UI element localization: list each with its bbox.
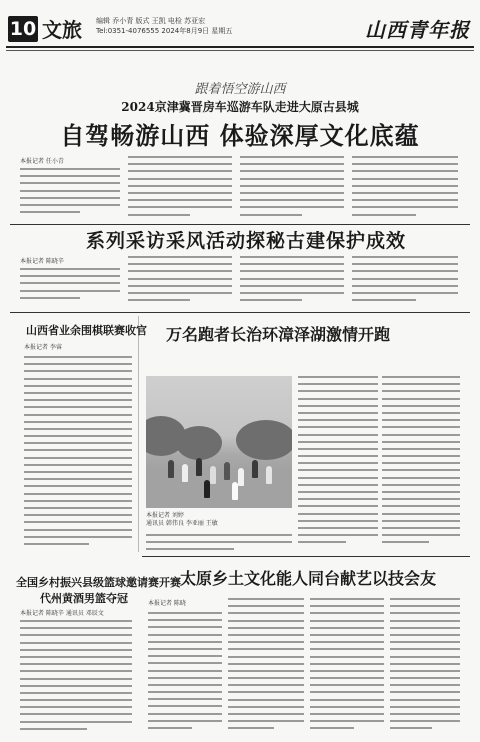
text-line xyxy=(240,199,344,201)
photo-runner xyxy=(266,466,272,484)
text-line xyxy=(310,699,384,701)
text-line xyxy=(298,398,378,400)
text-line xyxy=(390,727,432,729)
lead-subtitle: 2024京津冀晋房车巡游车队走进大原古县城 xyxy=(121,100,359,114)
text-line xyxy=(128,263,232,265)
caption-correspondents: 通讯员 韩伟良 李亚丽 王敏 xyxy=(146,520,218,527)
text-line xyxy=(20,713,132,715)
text-line xyxy=(390,663,460,665)
text-line xyxy=(228,641,304,643)
text-line xyxy=(382,527,460,529)
article6-column-4 xyxy=(390,598,460,736)
text-line xyxy=(20,204,120,206)
section-name: 文旅 xyxy=(42,18,82,42)
text-line xyxy=(382,491,460,493)
text-line xyxy=(20,168,120,170)
text-line xyxy=(390,620,460,622)
text-line xyxy=(310,634,384,636)
text-line xyxy=(390,684,460,686)
text-line xyxy=(24,529,132,531)
text-line xyxy=(24,493,132,495)
column-banner: 跟着悟空游山西 xyxy=(194,82,286,97)
text-line xyxy=(20,268,120,270)
text-line xyxy=(24,464,132,466)
text-line xyxy=(352,214,416,216)
photo-runner xyxy=(224,462,230,480)
text-line xyxy=(240,278,344,280)
text-line xyxy=(228,706,304,708)
text-line xyxy=(298,441,378,443)
article3-headline: 山西省业余围棋联赛收官 xyxy=(26,324,147,337)
text-line xyxy=(382,520,460,522)
header-rule-thin xyxy=(6,50,474,51)
text-line xyxy=(310,627,384,629)
text-line xyxy=(240,256,344,258)
lead-column-1 xyxy=(20,168,120,222)
article5-column-2 xyxy=(298,376,378,552)
text-line xyxy=(310,620,384,622)
text-line xyxy=(390,677,460,679)
text-line xyxy=(20,211,80,213)
text-line xyxy=(228,605,304,607)
text-line xyxy=(24,421,132,423)
article2-headline: 系列采访采风活动探秘古建保护成效 xyxy=(86,230,407,252)
text-line xyxy=(148,720,222,722)
text-line xyxy=(146,548,234,550)
text-line xyxy=(382,412,460,414)
text-line xyxy=(240,185,344,187)
text-line xyxy=(298,376,378,378)
article3-body xyxy=(24,356,132,556)
text-line xyxy=(228,634,304,636)
text-line xyxy=(240,263,344,265)
article2-column-4 xyxy=(352,256,458,308)
text-line xyxy=(128,163,232,165)
text-line xyxy=(298,390,378,392)
marathon-photo xyxy=(146,376,292,508)
text-line xyxy=(148,670,222,672)
text-line xyxy=(24,363,132,365)
text-line xyxy=(382,484,460,486)
text-line xyxy=(352,185,458,187)
text-line xyxy=(24,485,132,487)
text-line xyxy=(298,491,378,493)
text-line xyxy=(390,670,460,672)
text-line xyxy=(390,598,460,600)
text-line xyxy=(128,170,232,172)
text-line xyxy=(148,655,222,657)
article2-byline: 本报记者 陈晓辛 xyxy=(20,258,64,265)
text-line xyxy=(228,670,304,672)
text-line xyxy=(148,662,222,664)
text-line xyxy=(24,392,132,394)
text-line xyxy=(148,634,222,636)
text-line xyxy=(310,706,384,708)
text-line xyxy=(20,656,132,658)
text-line xyxy=(20,699,132,701)
text-line xyxy=(310,656,384,658)
text-line xyxy=(20,182,120,184)
text-line xyxy=(310,691,384,693)
text-line xyxy=(382,448,460,450)
text-line xyxy=(352,292,458,294)
article6-headline: 太原乡土文化能人同台献艺以技会友 xyxy=(180,569,437,588)
photo-tree xyxy=(176,426,222,460)
text-line xyxy=(24,385,132,387)
text-line xyxy=(20,706,132,708)
column-separator xyxy=(138,316,139,552)
lead-column-4 xyxy=(352,156,458,222)
text-line xyxy=(352,170,458,172)
text-line xyxy=(20,290,120,292)
text-line xyxy=(228,648,304,650)
text-line xyxy=(310,641,384,643)
text-line xyxy=(228,627,304,629)
text-line xyxy=(310,677,384,679)
lead-column-2 xyxy=(128,156,232,222)
text-line xyxy=(24,536,132,538)
page-header xyxy=(0,0,480,48)
text-line xyxy=(390,691,460,693)
text-line xyxy=(298,448,378,450)
text-line xyxy=(148,619,222,621)
caption-reporter: 本报记者 刘婷 xyxy=(146,512,184,519)
text-line xyxy=(20,297,80,299)
text-line xyxy=(20,728,87,730)
text-line xyxy=(20,692,132,694)
text-line xyxy=(24,399,132,401)
article3-byline: 本报记者 李睿 xyxy=(24,344,62,351)
text-line xyxy=(310,670,384,672)
text-line xyxy=(128,185,232,187)
text-line xyxy=(228,663,304,665)
photo-runner xyxy=(232,482,238,500)
text-line xyxy=(128,256,232,258)
text-line xyxy=(382,426,460,428)
text-line xyxy=(20,190,120,192)
date-line: Tel:0351-4076555 2024年8月9日 星期五 xyxy=(96,27,233,35)
text-line xyxy=(24,471,132,473)
text-line xyxy=(240,178,344,180)
text-line xyxy=(228,691,304,693)
text-line xyxy=(390,699,460,701)
text-line xyxy=(20,197,120,199)
photo-runner xyxy=(204,480,210,498)
article5-photo-lede xyxy=(146,534,292,554)
text-line xyxy=(352,285,458,287)
article4-subheadline: 代州黄酒男篮夺冠 xyxy=(40,592,128,605)
photo-runner xyxy=(210,466,216,484)
text-line xyxy=(146,534,292,536)
newspaper-logo: 山西青年报 xyxy=(365,18,470,42)
text-line xyxy=(228,713,304,715)
text-line xyxy=(148,641,222,643)
text-line xyxy=(20,649,132,651)
text-line xyxy=(310,684,384,686)
text-line xyxy=(128,270,232,272)
text-line xyxy=(146,541,292,543)
text-line xyxy=(382,398,460,400)
text-line xyxy=(228,620,304,622)
text-line xyxy=(352,192,458,194)
text-line xyxy=(24,478,132,480)
text-line xyxy=(298,405,378,407)
text-line xyxy=(148,626,222,628)
text-line xyxy=(352,206,458,208)
text-line xyxy=(128,199,232,201)
text-line xyxy=(310,648,384,650)
text-line xyxy=(228,656,304,658)
text-line xyxy=(390,612,460,614)
text-line xyxy=(310,598,384,600)
text-line xyxy=(24,521,132,523)
text-line xyxy=(382,383,460,385)
text-line xyxy=(382,441,460,443)
text-line xyxy=(352,263,458,265)
text-line xyxy=(20,620,132,622)
editor-line: 编辑 乔小青 版式 王凯 电检 苏亚宏 xyxy=(96,17,206,25)
text-line xyxy=(148,648,222,650)
header-rule xyxy=(6,46,474,48)
text-line xyxy=(20,685,132,687)
article6-column-2 xyxy=(228,598,304,736)
text-line xyxy=(390,634,460,636)
article4-headline: 全国乡村振兴县级篮球邀请赛开赛 xyxy=(16,576,181,589)
lead-headline: 自驾畅游山西 体验深厚文化底蕴 xyxy=(60,122,420,150)
text-line xyxy=(298,477,378,479)
text-line xyxy=(20,627,132,629)
text-line xyxy=(310,612,384,614)
text-line xyxy=(390,720,460,722)
text-line xyxy=(298,534,378,536)
text-line xyxy=(382,505,460,507)
text-line xyxy=(228,720,304,722)
text-line xyxy=(128,214,190,216)
text-line xyxy=(298,455,378,457)
text-line xyxy=(298,434,378,436)
text-line xyxy=(382,469,460,471)
text-line xyxy=(20,634,132,636)
page-number: 10 xyxy=(9,18,37,40)
article6-byline: 本报记者 陈晓 xyxy=(148,600,186,607)
lead-column-3 xyxy=(240,156,344,222)
text-line xyxy=(390,656,460,658)
text-line xyxy=(148,612,222,614)
text-line xyxy=(382,477,460,479)
article6-column-1 xyxy=(148,612,222,736)
text-line xyxy=(352,178,458,180)
photo-runner xyxy=(252,460,258,478)
text-line xyxy=(382,405,460,407)
text-line xyxy=(382,534,460,536)
text-line xyxy=(382,498,460,500)
text-line xyxy=(24,370,132,372)
text-line xyxy=(382,513,460,515)
text-line xyxy=(240,285,344,287)
text-line xyxy=(24,449,132,451)
text-line xyxy=(228,598,304,600)
text-line xyxy=(24,378,132,380)
text-line xyxy=(228,677,304,679)
section-divider xyxy=(10,312,470,313)
text-line xyxy=(20,175,120,177)
text-line xyxy=(148,727,192,729)
text-line xyxy=(390,713,460,715)
text-line xyxy=(128,285,232,287)
text-line xyxy=(310,720,384,722)
text-line xyxy=(310,713,384,715)
article5-column-3 xyxy=(382,376,460,552)
text-line xyxy=(128,292,232,294)
text-line xyxy=(310,605,384,607)
text-line xyxy=(240,156,344,158)
text-line xyxy=(390,627,460,629)
text-line xyxy=(128,278,232,280)
text-line xyxy=(352,299,416,301)
text-line xyxy=(298,412,378,414)
text-line xyxy=(390,641,460,643)
text-line xyxy=(298,513,378,515)
photo-tree xyxy=(236,420,292,460)
text-line xyxy=(20,663,132,665)
text-line xyxy=(240,292,344,294)
text-line xyxy=(240,299,302,301)
article2-column-1 xyxy=(20,268,120,308)
text-line xyxy=(20,721,132,723)
text-line xyxy=(298,462,378,464)
text-line xyxy=(352,199,458,201)
text-line xyxy=(298,541,346,543)
text-line xyxy=(310,727,354,729)
photo-caption xyxy=(146,512,218,528)
text-line xyxy=(148,684,222,686)
article2-column-2 xyxy=(128,256,232,308)
text-line xyxy=(24,435,132,437)
text-line xyxy=(24,406,132,408)
photo-runner xyxy=(182,464,188,482)
text-line xyxy=(352,278,458,280)
lead-byline: 本报记者 任小青 xyxy=(20,158,64,165)
text-line xyxy=(128,192,232,194)
text-line xyxy=(24,428,132,430)
text-line xyxy=(148,698,222,700)
text-line xyxy=(148,705,222,707)
text-line xyxy=(382,390,460,392)
text-line xyxy=(240,270,344,272)
text-line xyxy=(128,156,232,158)
text-line xyxy=(352,156,458,158)
photo-runner xyxy=(168,460,174,478)
text-line xyxy=(24,356,132,358)
text-line xyxy=(240,163,344,165)
text-line xyxy=(24,457,132,459)
text-line xyxy=(20,275,120,277)
text-line xyxy=(310,663,384,665)
text-line xyxy=(352,256,458,258)
text-line xyxy=(128,178,232,180)
article6-column-3 xyxy=(310,598,384,736)
article2-column-3 xyxy=(240,256,344,308)
text-line xyxy=(298,520,378,522)
text-line xyxy=(24,514,132,516)
text-line xyxy=(24,543,89,545)
text-line xyxy=(148,691,222,693)
text-line xyxy=(24,442,132,444)
text-line xyxy=(148,677,222,679)
text-line xyxy=(298,498,378,500)
text-line xyxy=(298,469,378,471)
text-line xyxy=(298,419,378,421)
text-line xyxy=(390,706,460,708)
text-line xyxy=(20,282,120,284)
text-line xyxy=(298,505,378,507)
text-line xyxy=(148,713,222,715)
text-line xyxy=(240,192,344,194)
text-line xyxy=(382,541,429,543)
article5-headline: 万名跑者长治环漳泽湖激情开跑 xyxy=(166,325,391,344)
text-line xyxy=(382,419,460,421)
text-line xyxy=(228,727,274,729)
text-line xyxy=(128,299,190,301)
section-divider xyxy=(10,224,470,225)
article4-byline: 本报记者 陈晓辛 通讯员 邓辰文 xyxy=(20,610,104,617)
text-line xyxy=(298,484,378,486)
text-line xyxy=(298,527,378,529)
article4-body xyxy=(20,620,132,736)
text-line xyxy=(390,648,460,650)
text-line xyxy=(352,270,458,272)
text-line xyxy=(382,462,460,464)
section-divider xyxy=(142,556,470,557)
text-line xyxy=(24,414,132,416)
text-line xyxy=(298,426,378,428)
text-line xyxy=(382,376,460,378)
text-line xyxy=(240,214,302,216)
text-line xyxy=(20,642,132,644)
text-line xyxy=(382,434,460,436)
text-line xyxy=(228,699,304,701)
text-line xyxy=(382,455,460,457)
text-line xyxy=(352,163,458,165)
text-line xyxy=(298,383,378,385)
photo-runner xyxy=(238,468,244,486)
text-line xyxy=(24,500,132,502)
text-line xyxy=(228,684,304,686)
text-line xyxy=(20,670,132,672)
text-line xyxy=(20,678,132,680)
text-line xyxy=(24,507,132,509)
text-line xyxy=(228,612,304,614)
text-line xyxy=(128,206,232,208)
photo-runner xyxy=(196,458,202,476)
text-line xyxy=(240,170,344,172)
text-line xyxy=(390,605,460,607)
text-line xyxy=(240,206,344,208)
